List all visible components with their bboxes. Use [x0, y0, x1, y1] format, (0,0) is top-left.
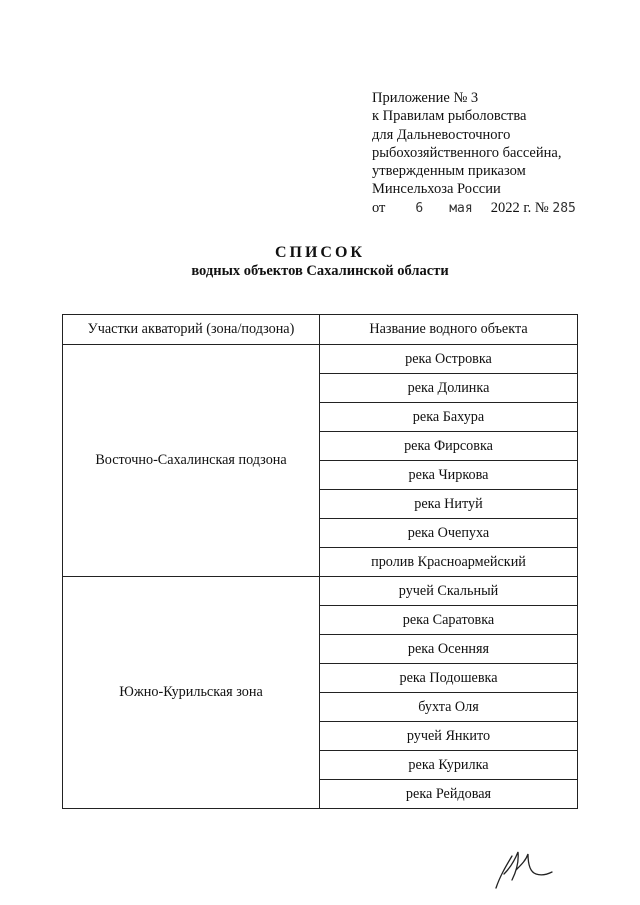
object-cell: река Очепуха: [320, 519, 578, 548]
object-cell: река Подошевка: [320, 664, 578, 693]
header-zone: Участки акваторий (зона/подзона): [63, 315, 320, 345]
object-cell: бухта Оля: [320, 693, 578, 722]
object-cell: река Долинка: [320, 374, 578, 403]
object-cell: река Курилка: [320, 751, 578, 780]
zone-cell: Южно-Курильская зона: [63, 577, 320, 809]
appendix-line: Приложение № 3: [372, 90, 479, 106]
order-year: 2022 г. №: [490, 199, 549, 216]
object-cell: река Осенняя: [320, 635, 578, 664]
order-day: 6: [415, 200, 424, 216]
object-cell: ручей Янкито: [320, 722, 578, 751]
appendix-line: Минсельхоза России: [372, 181, 501, 198]
object-cell: пролив Красноармейский: [320, 548, 578, 577]
date-prefix: от: [372, 199, 386, 216]
object-cell: река Рейдовая: [320, 780, 578, 809]
order-month: мая: [449, 200, 473, 216]
object-cell: река Нитуй: [320, 490, 578, 519]
order-number: 285: [552, 200, 576, 216]
object-cell: река Саратовка: [320, 606, 578, 635]
water-objects-table: [62, 314, 578, 809]
order-date-line: [372, 199, 576, 218]
object-cell: ручей Скальный: [320, 577, 578, 606]
header-object: Название водного объекта: [320, 315, 578, 345]
object-cell: река Островка: [320, 345, 578, 374]
appendix-block: [372, 89, 576, 218]
zone-cell: Восточно-Сахалинская подзона: [63, 345, 320, 577]
table-row: [63, 577, 578, 606]
appendix-line: утвержденным приказом: [372, 163, 526, 180]
object-cell: река Чиркова: [320, 461, 578, 490]
document-subtitle: водных объектов Сахалинской области: [191, 263, 449, 279]
appendix-line: для Дальневосточного: [372, 126, 511, 143]
appendix-line: рыбохозяйственного бассейна,: [372, 144, 562, 161]
object-cell: река Бахура: [320, 403, 578, 432]
table-row: [63, 345, 578, 374]
document-title: СПИСОК: [274, 244, 366, 261]
table-header-row: [63, 315, 578, 345]
object-cell: река Фирсовка: [320, 432, 578, 461]
handwritten-signature: [492, 846, 554, 892]
appendix-line: к Правилам рыболовства: [372, 108, 527, 125]
